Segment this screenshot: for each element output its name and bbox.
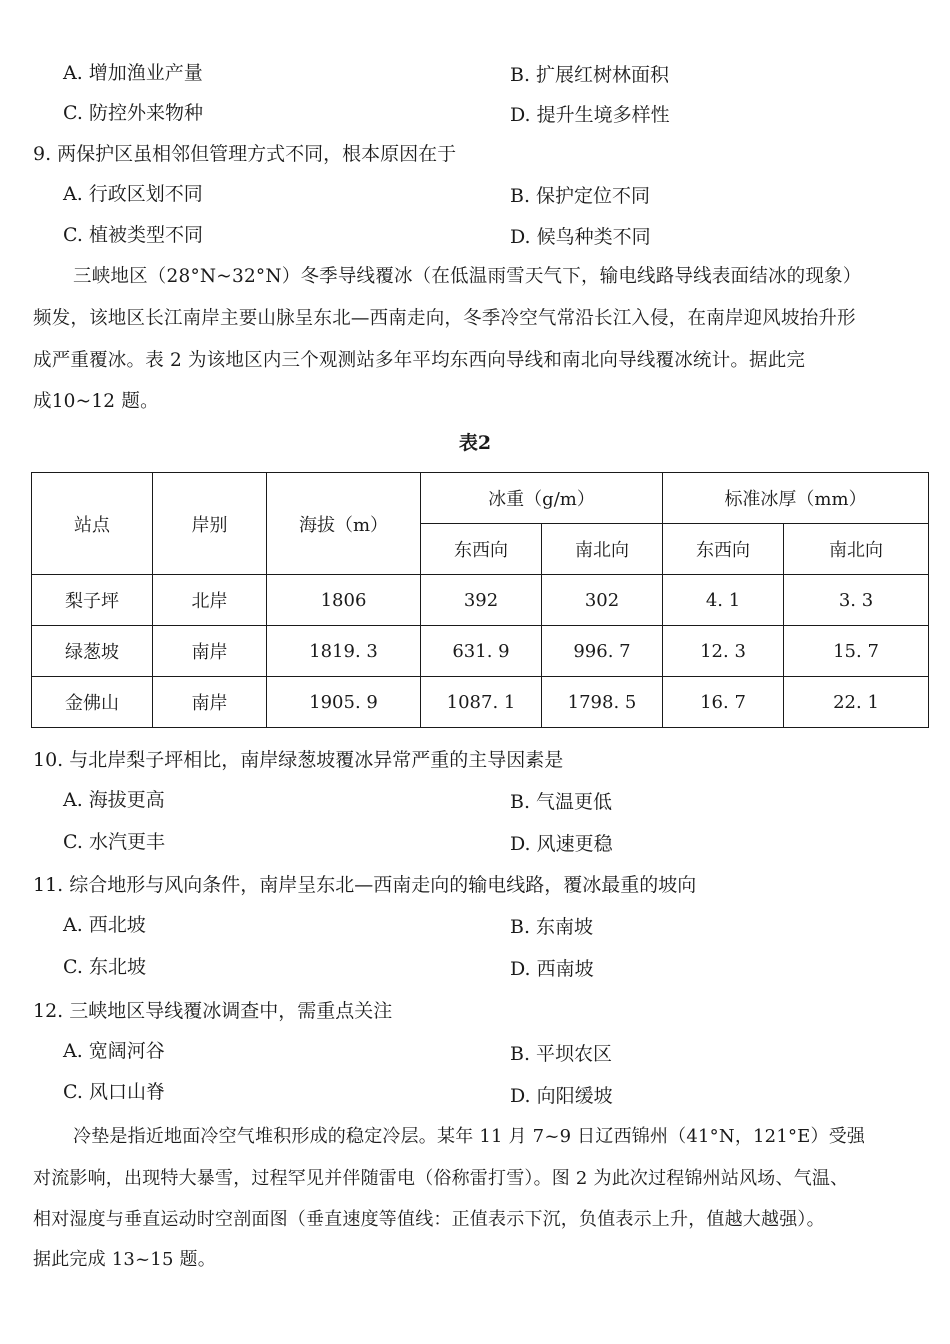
passage2-line-2: 对流影响，出现特大暴雪，过程罕见并伴随雷电（俗称雷打雪）。图 2 为此次过程锦州站风场、气温、	[33, 1168, 849, 1189]
q11-option-a: A. 西北坡	[63, 914, 146, 936]
q10-option-c: C. 水汽更丰	[63, 831, 165, 853]
cell-bank: 南岸	[153, 626, 267, 677]
passage2-line-1: 冷垫是指近地面冷空气堆积形成的稳定冷层。某年 11 月 7~9 日辽西锦州（41°N，121°E）受强	[73, 1126, 866, 1147]
q12-stem: 12. 三峡地区导线覆冰调查中，需重点关注	[33, 1000, 393, 1022]
q12-option-b: B. 平坝农区	[510, 1043, 613, 1065]
cell-altitude: 1819. 3	[267, 626, 421, 677]
header-ice-weight: 冰重（g/m）	[421, 473, 663, 524]
table-row	[32, 575, 929, 626]
cell-weight-ns: 996. 7	[542, 626, 663, 677]
q9-option-c: C. 植被类型不同	[63, 224, 203, 246]
cell-bank: 北岸	[153, 575, 267, 626]
cell-station: 梨子坪	[32, 575, 153, 626]
q12-option-a: A. 宽阔河谷	[63, 1040, 165, 1062]
cell-altitude: 1806	[267, 575, 421, 626]
passage1-line-4: 成10~12 题。	[33, 391, 159, 412]
passage2-line-3: 相对湿度与垂直运动时空剖面图（垂直速度等值线：正值表示下沉，负值表示上升，值越大越强）。	[33, 1209, 825, 1230]
q8-option-d: D. 提升生境多样性	[510, 104, 670, 126]
q9-option-b: B. 保护定位不同	[510, 185, 651, 207]
header-ice-thickness: 标准冰厚（mm）	[663, 473, 929, 524]
table-row	[32, 677, 929, 728]
q10-stem: 10. 与北岸梨子坪相比，南岸绿葱坡覆冰异常严重的主导因素是	[33, 749, 564, 771]
cell-weight-ns: 302	[542, 575, 663, 626]
q10-option-a: A. 海拔更高	[63, 789, 165, 811]
header-thickness-ns: 南北向	[784, 524, 929, 575]
cell-thickness-ns: 22. 1	[784, 677, 929, 728]
header-weight-ew: 东西向	[421, 524, 542, 575]
ice-statistics-table	[31, 472, 929, 728]
q11-stem: 11. 综合地形与风向条件，南岸呈东北—西南走向的输电线路，覆冰最重的坡向	[33, 874, 697, 896]
q9-option-d: D. 候鸟种类不同	[510, 226, 651, 248]
cell-weight-ew: 1087. 1	[421, 677, 542, 728]
header-station: 站点	[32, 473, 153, 575]
cell-station: 金佛山	[32, 677, 153, 728]
header-thickness-ew: 东西向	[663, 524, 784, 575]
cell-thickness-ew: 12. 3	[663, 626, 784, 677]
passage2-line-4: 据此完成 13~15 题。	[33, 1249, 216, 1270]
q11-option-d: D. 西南坡	[510, 958, 594, 980]
passage1-line-2: 频发，该地区长江南岸主要山脉呈东北—西南走向，冬季冷空气常沿长江入侵，在南岸迎风坡抬升形	[33, 308, 856, 329]
cell-thickness-ew: 16. 7	[663, 677, 784, 728]
cell-weight-ew: 392	[421, 575, 542, 626]
cell-bank: 南岸	[153, 677, 267, 728]
cell-weight-ns: 1798. 5	[542, 677, 663, 728]
q8-option-a: A. 增加渔业产量	[63, 62, 203, 84]
cell-altitude: 1905. 9	[267, 677, 421, 728]
q9-option-a: A. 行政区划不同	[63, 183, 203, 205]
passage1-line-1: 三峡地区（28°N~32°N）冬季导线覆冰（在低温雨雪天气下，输电线路导线表面结冰的现象）	[73, 266, 862, 287]
cell-thickness-ns: 15. 7	[784, 626, 929, 677]
q9-stem: 9. 两保护区虽相邻但管理方式不同，根本原因在于	[33, 143, 457, 165]
header-altitude: 海拔（m）	[267, 473, 421, 575]
cell-thickness-ew: 4. 1	[663, 575, 784, 626]
cell-thickness-ns: 3. 3	[784, 575, 929, 626]
table-row	[32, 626, 929, 677]
table-caption: 表2	[458, 432, 492, 454]
q11-option-c: C. 东北坡	[63, 956, 146, 978]
cell-station: 绿葱坡	[32, 626, 153, 677]
q12-option-c: C. 风口山脊	[63, 1081, 165, 1103]
q11-option-b: B. 东南坡	[510, 916, 594, 938]
q12-option-d: D. 向阳缓坡	[510, 1085, 613, 1107]
q8-option-b: B. 扩展红树林面积	[510, 64, 670, 86]
header-weight-ns: 南北向	[542, 524, 663, 575]
header-bank: 岸别	[153, 473, 267, 575]
q10-option-d: D. 风速更稳	[510, 833, 613, 855]
q10-option-b: B. 气温更低	[510, 791, 613, 813]
q8-option-c: C. 防控外来物种	[63, 102, 203, 124]
cell-weight-ew: 631. 9	[421, 626, 542, 677]
passage1-line-3: 成严重覆冰。表 2 为该地区内三个观测站多年平均东西向导线和南北向导线覆冰统计。据此完	[33, 350, 806, 371]
